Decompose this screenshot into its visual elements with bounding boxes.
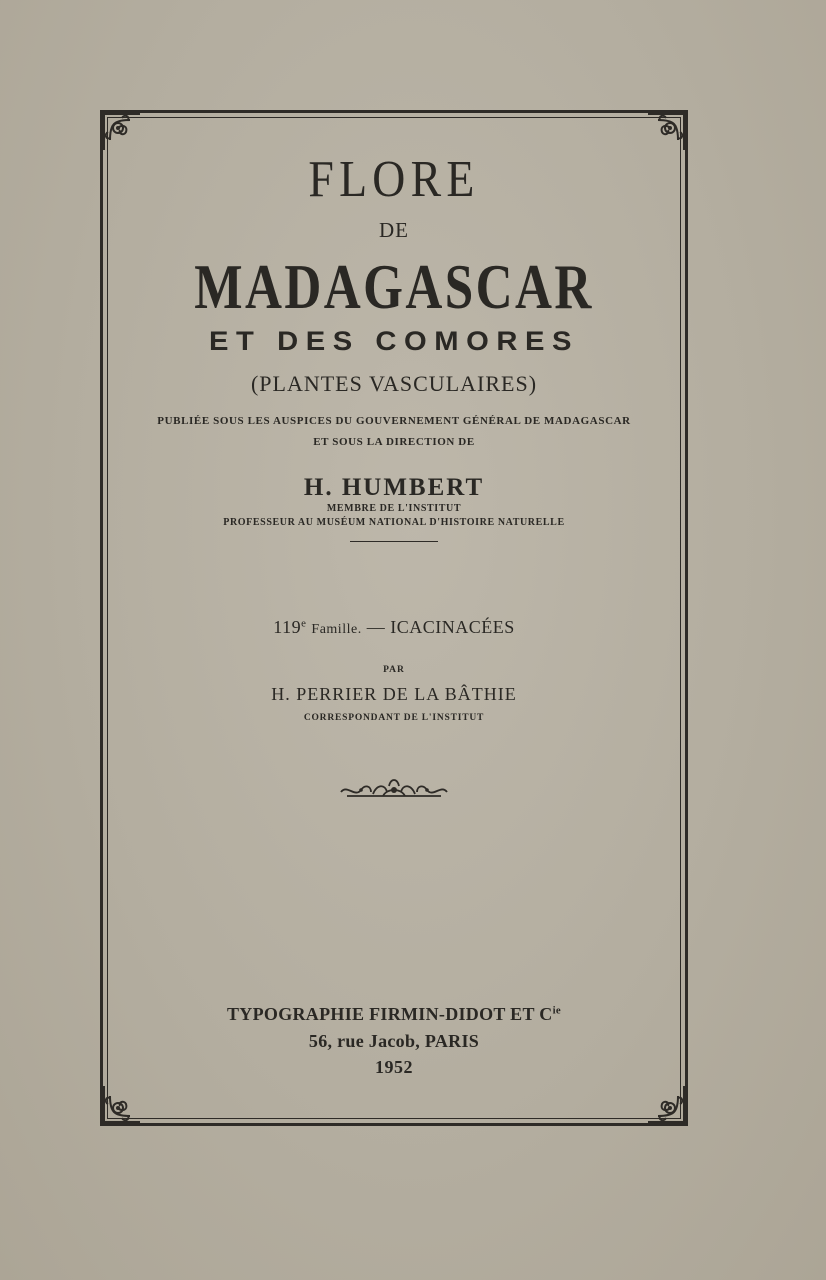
flourish-corner-icon <box>644 1082 688 1126</box>
publisher-name-text: TYPOGRAPHIE FIRMIN-DIDOT ET C <box>227 1004 553 1024</box>
director-name: H. HUMBERT <box>303 474 485 501</box>
director-role-1: MEMBRE DE L'INSTITUT <box>326 503 462 514</box>
subtitle-plantes: (PLANTES VASCULAIRES) <box>250 371 538 396</box>
family-name: ICACINACÉES <box>390 617 515 637</box>
author-role: CORRESPONDANT DE L'INSTITUT <box>303 713 485 723</box>
flourish-corner-icon <box>644 110 688 154</box>
publication-line-1: PUBLIÉE SOUS LES AUSPICES DU GOUVERNEMENT GÉNÉRAL DE MADAGASCAR <box>157 415 631 427</box>
flourish-corner-icon <box>100 110 144 154</box>
divider-rule <box>350 541 438 542</box>
family-number-suffix: e <box>301 617 307 630</box>
publisher-name <box>107 1004 681 1025</box>
family-label: Famille. <box>311 622 362 637</box>
publication-year: 1952 <box>375 1057 413 1077</box>
author-name: H. PERRIER DE LA BÂTHIE <box>271 684 517 704</box>
flourish-corner-icon <box>100 1082 144 1126</box>
family-number: 119 <box>273 617 302 637</box>
title-de: DE <box>379 218 409 242</box>
publisher-name-suffix: ie <box>552 1004 561 1017</box>
author-par: PAR <box>383 665 405 675</box>
family-heading <box>107 617 681 638</box>
title-comores: ET DES COMORES <box>209 326 579 356</box>
publication-line-2: ET SOUS LA DIRECTION DE <box>313 436 475 448</box>
title-madagascar: MADAGASCAR <box>194 251 594 322</box>
family-dash: — <box>366 617 386 637</box>
publisher-address: 56, rue Jacob, PARIS <box>308 1031 480 1051</box>
director-role-2: PROFESSEUR AU MUSÉUM NATIONAL D'HISTOIRE NATURELLE <box>223 517 565 528</box>
title-flore: FLORE <box>308 151 480 208</box>
scroll-ornament-icon <box>337 774 451 802</box>
